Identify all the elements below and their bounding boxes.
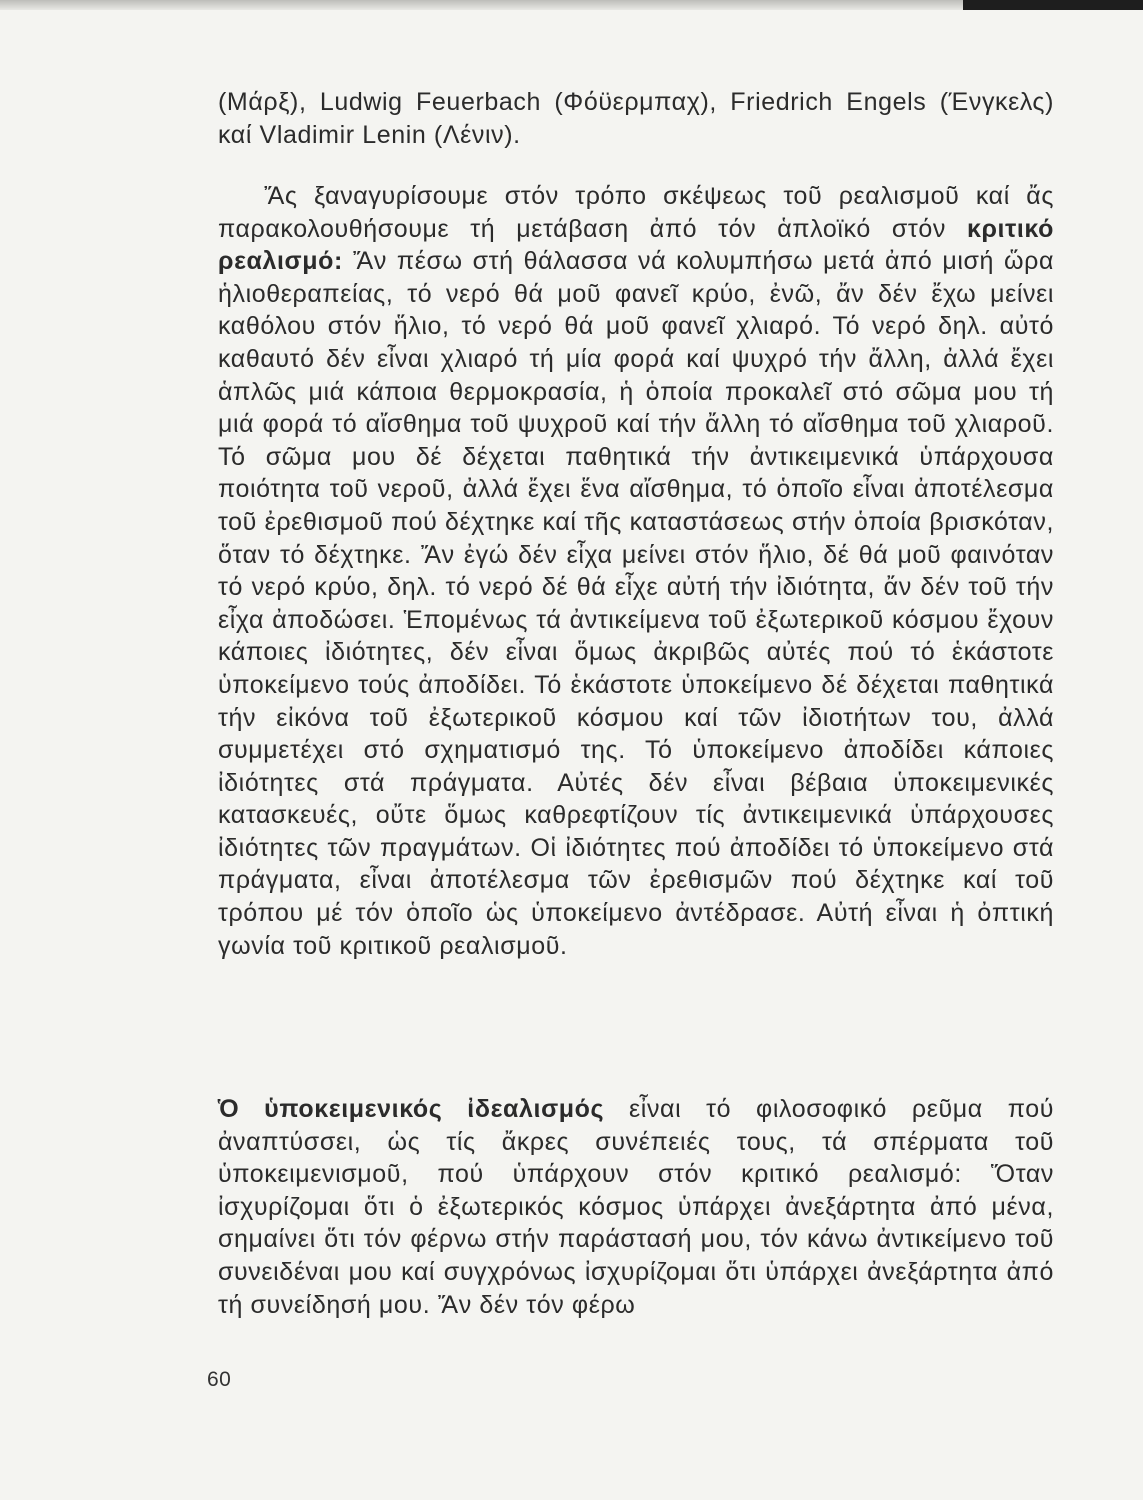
paragraph-critical-realism-lead: Ἄς ξαναγυρίσουμε στόν τρόπο σκέψεως τοῦ ρεαλισμοῦ καί ἄς παρακολουθήσουμε τή μετάβαση ἀπό τόν ἁπλοϊκό στόν	[218, 182, 1054, 243]
term-critical-realism: κριτικό ρεαλισμό:	[218, 214, 1054, 276]
paragraph-critical-realism	[218, 180, 1054, 962]
paragraph-subjective-idealism-body: εἶναι τό φιλοσοφικό ρεῦμα πού ἀναπτύσσει, ὡς τίς ἄκρες συνέπειές τους, τά σπέρματα τοῦ ὑποκειμενισμοῦ, πού ὑπάρχουν στόν κριτικό ρεαλισμό: Ὅταν ἰσχυρίζομαι ὅτι ὁ ἐξωτερικός κόσμος ὑπάρχει ἀνεξάρτητα ἀπό μένα, σημαίνει ὅτι τόν φέρνω στήν παράστασή μου, τόν κάνω ἀντικείμενο τοῦ συνειδέναι μου καί συγχρόνως ἰσχυρίζομαι ὅτι ὑπάρχει ἀνεξάρτητα ἀπό τή συνείδησή μου. Ἄν δέν τόν φέρω	[218, 1095, 1054, 1319]
page-number: 60	[207, 1368, 232, 1391]
paragraph-critical-realism-body: Ἄν πέσω στή θάλασσα νά κολυμπήσω μετά ἀπό μισή ὥρα ἡλιοθεραπείας, τό νερό θά μοῦ φανεῖ κρύο, ἐνῶ, ἄν δέν ἔχω μείνει καθόλου στόν ἥλιο, τό νερό θά μοῦ φανεῖ χλιαρό. Τό νερό δηλ. αὐτό καθαυτό δέν εἶναι χλιαρό τή μία φορά καί ψυχρό τήν ἄλλη, ἀλλά ἔχει ἁπλῶς μιά κάποια θερμοκρασία, ἡ ὁποία προκαλεῖ στό σῶμα μου τή μιά φορά τό αἴσθημα τοῦ ψυχροῦ καί τήν ἄλλη τό αἴσθημα τοῦ χλιαροῦ. Τό σῶμα μου δέ δέχεται παθητικά τήν ἀντικειμενικά ὑπάρχουσα ποιότητα τοῦ νεροῦ, ἀλλά ἔχει ἕνα αἴσθημα, τό ὁποῖο εἶναι ἀποτέλεσμα τοῦ ἐρεθισμοῦ πού δέχτηκε καί τῆς καταστάσεως στήν ὁποία βρισκόταν, ὅταν τό δέχτηκε. Ἄν ἐγώ δέν εἶχα μείνει στόν ἥλιο, δέ θά μοῦ φαινόταν τό νερό κρύο, δηλ. τό νερό δέ θά εἶχε αὐτή τήν ἰδιότητα, ἄν δέν τοῦ τήν εἶχα ἀποδώσει. Ἑπομένως τά ἀντικείμενα τοῦ ἐξωτερικοῦ κόσμου ἔχουν κάποιες ἰδιότητες, δέν εἶναι ὅμως ἀκριβῶς αὐτές πού τό ἑκάστοτε ὑποκείμενο τούς ἀποδίδει. Τό ἑκάστοτε ὑποκείμενο δέ δέχεται παθητικά τήν εἰκόνα τοῦ ἐξωτερικοῦ κόσμου καί τῶν ἰδιοτήτων του, ἀλλά συμμετέχει στό σχηματισμό της. Τό ὑποκείμενο ἀποδίδει κάποιες ἰδιότητες στά πράγματα. Αὐτές δέν εἶναι βέβαια ὑποκειμενικές κατασκευές, οὔτε ὅμως καθρεφτίζουν τίς ἀντικειμενικά ὑπάρχουσες ἰδιότητες τῶν πραγμάτων. Οἱ ἰδιότητες πού ἀποδίδει τό ὑποκείμενο στά πράγματα, εἶναι ἀποτέλεσμα τῶν ἐρεθισμῶν πού δέχτηκε καί τοῦ τρόπου μέ τόν ὁποῖο ὡς ὑποκείμενο ἀντέδρασε. Αὐτή εἶναι ἡ ὀπτική γωνία τοῦ κριτικοῦ ρεαλισμοῦ.	[218, 247, 1055, 960]
paragraph-subjective-idealism	[218, 1093, 1054, 1321]
paragraph-names	[218, 86, 1054, 151]
term-subjective-idealism: Ὁ ὑποκειμενικός ἰδεαλισμός	[218, 1095, 605, 1123]
paragraph-names-text: (Μάρξ), Ludwig Feuerbach (Φόϋερμπαχ), Friedrich Engels (Ένγκελς) καί Vladimir Lenin (Λένιν).	[218, 88, 1054, 149]
scan-top-edge	[0, 0, 1143, 10]
